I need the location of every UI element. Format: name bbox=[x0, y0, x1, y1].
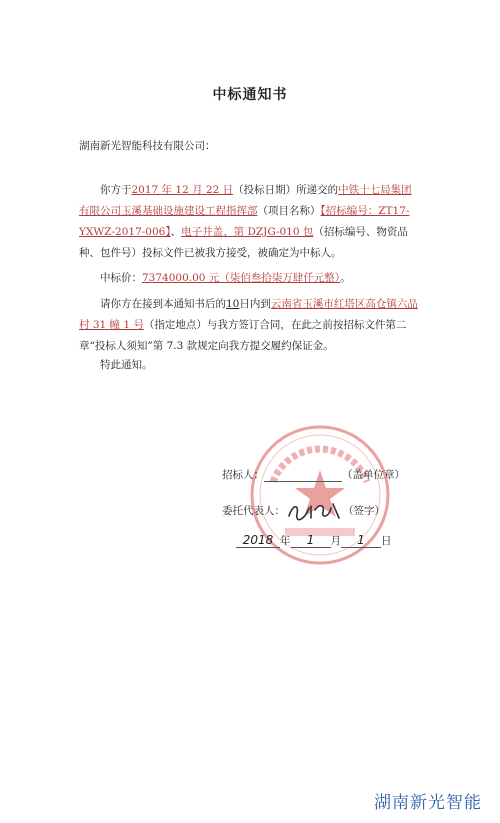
date-day-unit: 日 bbox=[381, 535, 392, 547]
date-month-unit: 月 bbox=[330, 535, 341, 547]
handwritten-signature bbox=[285, 500, 343, 522]
date-day: 1 bbox=[341, 533, 381, 548]
signing-days: 10 bbox=[226, 298, 240, 310]
document-title: 中标通知书 bbox=[212, 87, 288, 103]
issue-date bbox=[236, 533, 392, 548]
package-info: 电子井盖、第 DZJG-010 包 bbox=[181, 226, 314, 238]
paragraph-contract-signing bbox=[79, 294, 421, 357]
bid-price: 7374000.00 元（柒佰叁拾柒万肆仟元整） bbox=[142, 272, 341, 284]
date-year-unit: 年 bbox=[280, 535, 291, 547]
tenderer-label: 招标人： bbox=[222, 469, 264, 481]
paragraph-bid-acceptance bbox=[79, 180, 421, 264]
p1-text-e: （招标编号、物资品种、包件号）投标文件已被我方接受，被确定为中标人。 bbox=[79, 226, 408, 259]
agent-line bbox=[222, 500, 385, 522]
tenderer-note: （盖单位章） bbox=[342, 469, 405, 481]
p3-text-a: 请你方在接到本通知书后的 bbox=[100, 298, 226, 310]
p3-text-b: 日内到 bbox=[239, 298, 271, 310]
agent-note: （签字） bbox=[343, 505, 385, 517]
paragraph-closing bbox=[79, 355, 421, 376]
agent-label: 委托代表人： bbox=[222, 505, 285, 517]
paragraph-bid-price bbox=[79, 268, 421, 289]
p3-text-c: （指定地点）与我方签订合同，在此之前按招标文件第二章“投标人须知”第 7.3 款规定向我方提交履约保证金。 bbox=[79, 319, 407, 352]
company-watermark: 湖南新光智能 bbox=[374, 793, 482, 813]
project-name: 中铁十七局集团有限公司玉溪基础设施建设工程指挥部 bbox=[79, 184, 412, 217]
tenderer-seal-blank bbox=[264, 469, 342, 482]
price-label: 中标价： bbox=[100, 272, 142, 284]
p1-text-a: 你方于 bbox=[100, 184, 132, 196]
price-end: 。 bbox=[340, 272, 351, 284]
p1-text-c: （项目名称） bbox=[257, 205, 321, 217]
date-year: 2018 bbox=[236, 533, 280, 548]
signing-place: 云南省玉溪市红塔区高仓镇六品村 31 幢 1 号 bbox=[79, 298, 418, 331]
date-month: 1 bbox=[291, 533, 331, 548]
p1-text-d: 、 bbox=[170, 226, 182, 238]
p1-text-b: （投标日期）所递交的 bbox=[233, 184, 339, 196]
bid-number: 【招标编号：ZT17-YXWZ-2017-006】 bbox=[79, 205, 410, 238]
bid-date: 2017 年 12 月 22 日 bbox=[131, 184, 234, 196]
closing-text: 特此通知。 bbox=[100, 359, 153, 371]
recipient-line: 湖南新光智能科技有限公司： bbox=[79, 140, 216, 152]
tenderer-line bbox=[222, 467, 405, 482]
